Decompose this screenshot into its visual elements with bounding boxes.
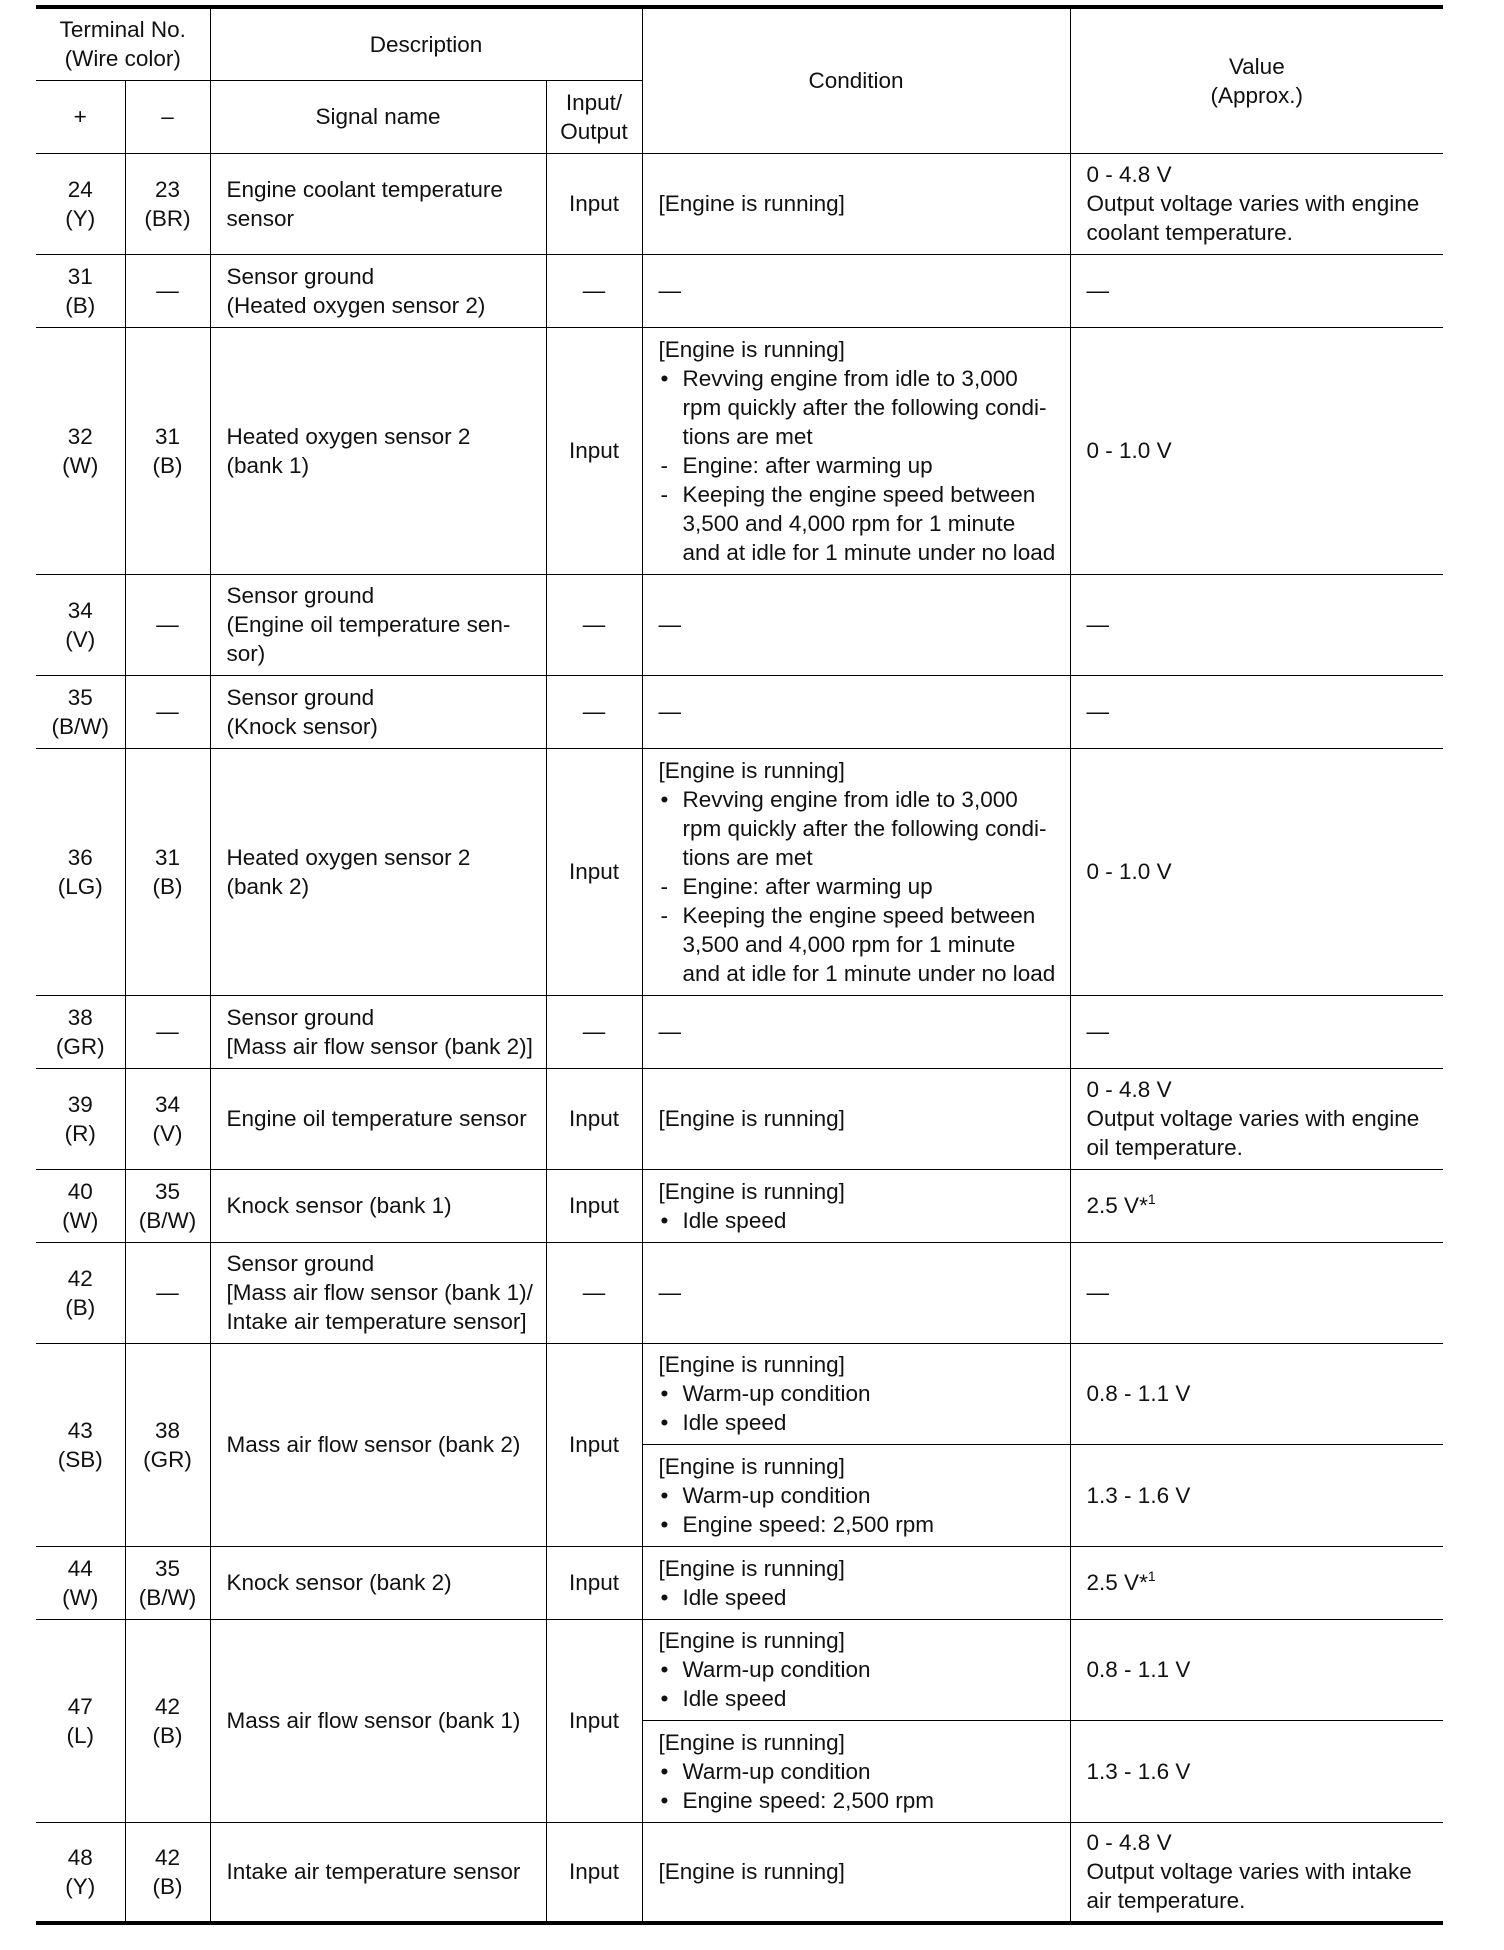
bullet-mark: • [660, 1381, 669, 1406]
bullet-mark: - [660, 452, 669, 478]
condition-item [659, 1655, 1064, 1684]
header-value: Value (Approx.) [1070, 7, 1443, 153]
table-row [36, 1546, 1443, 1619]
condition-item-text: Engine: after warming up [682, 452, 933, 478]
terminal-minus: — [125, 1242, 210, 1343]
terminal-minus: 38 (GR) [125, 1343, 210, 1546]
signal-name: Heated oxygen sensor 2 (bank 1) [210, 327, 546, 574]
value-cell [1070, 1619, 1443, 1720]
value-text: — [1086, 278, 1110, 303]
value-cell [1070, 1720, 1443, 1822]
condition-title: [Engine is running] [658, 1106, 845, 1131]
terminal-minus: 35 (B/W) [125, 1169, 210, 1242]
condition-title: [Engine is running] [658, 1859, 845, 1885]
condition-title: — [658, 612, 682, 637]
signal-name: Knock sensor (bank 2) [210, 1546, 546, 1619]
header-condition: Condition [642, 7, 1070, 153]
table-row [36, 327, 1443, 574]
terminal-minus: 35 (B/W) [125, 1546, 210, 1619]
terminal-minus: 42 (B) [125, 1822, 210, 1923]
condition-cell [642, 1822, 1070, 1923]
header-minus: – [125, 80, 210, 153]
table-row [36, 748, 1443, 995]
input-output: Input [546, 327, 642, 574]
terminal-minus: 23 (BR) [125, 153, 210, 254]
value-cell [1070, 1068, 1443, 1169]
terminal-minus: 42 (B) [125, 1619, 210, 1822]
condition-cell [642, 1444, 1070, 1546]
table-row [36, 1242, 1443, 1343]
condition-title: [Engine is running] [658, 1352, 845, 1377]
condition-item [659, 1408, 1064, 1437]
condition-item-text: Revving engine from idle to 3,000 rpm quickly after the following condi- tions are met [682, 365, 1047, 449]
value-footnote: 1 [1147, 1191, 1156, 1207]
value-text: 0 - 4.8 V Output voltage varies with engine coolant temperature. [1086, 162, 1420, 245]
condition-item [659, 1757, 1064, 1786]
value-text: — [1086, 1280, 1110, 1305]
terminal-plus: 42 (B) [36, 1242, 125, 1343]
bullet-mark: • [660, 1758, 669, 1784]
signal-name: Engine coolant temperature sensor [210, 153, 546, 254]
terminal-plus: 34 (V) [36, 574, 125, 675]
condition-item [659, 901, 1064, 988]
bullet-mark: - [660, 481, 669, 507]
bullet-mark: • [660, 1482, 669, 1508]
condition-cell [642, 748, 1070, 995]
condition-cell [642, 254, 1070, 327]
input-output: — [546, 1242, 642, 1343]
condition-item-text: Warm-up condition [682, 1758, 871, 1784]
terminal-plus: 43 (SB) [36, 1343, 125, 1546]
header-input-output: Input/ Output [546, 80, 642, 153]
condition-title: — [658, 1019, 682, 1044]
signal-name: Intake air temperature sensor [210, 1822, 546, 1923]
condition-title: [Engine is running] [658, 336, 845, 362]
condition-item-text: Warm-up condition [682, 1657, 871, 1682]
value-cell [1070, 254, 1443, 327]
input-output: — [546, 574, 642, 675]
value-text: — [1086, 699, 1110, 724]
bullet-mark: • [660, 786, 669, 812]
signal-name: Sensor ground (Engine oil temperature sen- sor) [210, 574, 546, 675]
condition-item-text: Warm-up condition [682, 1482, 871, 1508]
input-output: Input [546, 153, 642, 254]
condition-item [659, 451, 1064, 480]
terminal-table [36, 5, 1443, 1925]
input-output: Input [546, 1343, 642, 1546]
input-output: Input [546, 748, 642, 995]
condition-cell [642, 1546, 1070, 1619]
condition-item [659, 1583, 1064, 1612]
table-body [36, 153, 1443, 1923]
table-row [36, 675, 1443, 748]
condition-cell [642, 995, 1070, 1068]
terminal-minus: 34 (V) [125, 1068, 210, 1169]
condition-cell [642, 327, 1070, 574]
signal-name: Mass air flow sensor (bank 1) [210, 1619, 546, 1822]
signal-name: Engine oil temperature sensor [210, 1068, 546, 1169]
value-text: 1.3 - 1.6 V [1086, 1758, 1191, 1784]
condition-cell [642, 1343, 1070, 1444]
value-text: 2.5 V* [1086, 1193, 1148, 1218]
value-text: 0.8 - 1.1 V [1086, 1657, 1191, 1682]
header-description: Description [210, 7, 642, 80]
terminal-plus: 31 (B) [36, 254, 125, 327]
condition-item [659, 1684, 1064, 1713]
value-cell [1070, 1169, 1443, 1242]
terminal-minus: 31 (B) [125, 748, 210, 995]
signal-name: Sensor ground [Mass air flow sensor (bank 2)] [210, 995, 546, 1068]
condition-title: [Engine is running] [658, 191, 845, 216]
value-cell [1070, 675, 1443, 748]
bullet-mark: • [660, 1686, 669, 1711]
signal-name: Sensor ground (Knock sensor) [210, 675, 546, 748]
value-cell [1070, 327, 1443, 574]
input-output: Input [546, 1619, 642, 1822]
table-row [36, 574, 1443, 675]
signal-name: Sensor ground [Mass air flow sensor (bank 1)/ Intake air temperature sensor] [210, 1242, 546, 1343]
terminal-minus: — [125, 574, 210, 675]
value-cell [1070, 995, 1443, 1068]
terminal-plus: 24 (Y) [36, 153, 125, 254]
terminal-minus: — [125, 675, 210, 748]
terminal-plus: 32 (W) [36, 327, 125, 574]
condition-cell [642, 1720, 1070, 1822]
condition-item-text: Idle speed [682, 1584, 787, 1610]
condition-cell [642, 574, 1070, 675]
value-text: 2.5 V* [1086, 1570, 1148, 1595]
condition-title: [Engine is running] [658, 1178, 845, 1204]
condition-item [659, 1481, 1064, 1510]
condition-item-text: Engine speed: 2,500 rpm [682, 1511, 934, 1537]
condition-title: [Engine is running] [658, 1555, 845, 1581]
terminal-plus: 40 (W) [36, 1169, 125, 1242]
condition-item [659, 364, 1064, 451]
terminal-minus: — [125, 995, 210, 1068]
bullet-mark: • [660, 1410, 669, 1435]
condition-item [659, 1786, 1064, 1815]
condition-cell [642, 153, 1070, 254]
terminal-minus: — [125, 254, 210, 327]
bullet-mark: - [660, 902, 669, 928]
bullet-mark: - [660, 873, 669, 899]
input-output: — [546, 995, 642, 1068]
terminal-plus: 48 (Y) [36, 1822, 125, 1923]
condition-cell [642, 1068, 1070, 1169]
bullet-mark: • [660, 365, 669, 391]
value-text: 0 - 4.8 V Output voltage varies with intake air temperature. [1086, 1830, 1412, 1914]
header-terminal: Terminal No. (Wire color) [36, 7, 210, 80]
value-text: — [1086, 1019, 1110, 1044]
condition-item [659, 872, 1064, 901]
condition-title: [Engine is running] [658, 1628, 845, 1653]
header-signal-name: Signal name [210, 80, 546, 153]
table-row [36, 1619, 1443, 1720]
table-row [36, 1169, 1443, 1242]
condition-item [659, 785, 1064, 872]
signal-name: Knock sensor (bank 1) [210, 1169, 546, 1242]
value-text: 0 - 1.0 V [1086, 438, 1172, 463]
bullet-mark: • [660, 1657, 669, 1682]
condition-item-text: Idle speed [682, 1410, 787, 1435]
condition-title: — [658, 1280, 682, 1305]
condition-title: — [658, 699, 682, 724]
value-text: 0.8 - 1.1 V [1086, 1381, 1191, 1406]
signal-name: Mass air flow sensor (bank 2) [210, 1343, 546, 1546]
value-cell [1070, 1822, 1443, 1923]
table-row [36, 254, 1443, 327]
input-output: — [546, 675, 642, 748]
terminal-plus: 39 (R) [36, 1068, 125, 1169]
bullet-mark: • [660, 1511, 669, 1537]
condition-item-text: Idle speed [682, 1207, 787, 1233]
bullet-mark: • [660, 1787, 669, 1813]
condition-cell [642, 1169, 1070, 1242]
table-row [36, 1822, 1443, 1923]
input-output: Input [546, 1169, 642, 1242]
value-text: 0 - 1.0 V [1086, 859, 1172, 884]
condition-item-text: Engine: after warming up [682, 873, 933, 899]
signal-name: Heated oxygen sensor 2 (bank 2) [210, 748, 546, 995]
condition-item [659, 1379, 1064, 1408]
value-cell [1070, 1242, 1443, 1343]
condition-item-text: Keeping the engine speed between 3,500 and 4,000 rpm for 1 minute and at idle for 1 minute under no load [682, 481, 1056, 565]
condition-title: [Engine is running] [658, 1729, 845, 1755]
table-row [36, 1343, 1443, 1444]
value-text: 1.3 - 1.6 V [1086, 1482, 1191, 1508]
table-row [36, 995, 1443, 1068]
input-output: Input [546, 1546, 642, 1619]
value-cell [1070, 153, 1443, 254]
condition-title: — [658, 278, 682, 303]
value-footnote: 1 [1147, 1568, 1156, 1584]
input-output: Input [546, 1822, 642, 1923]
terminal-plus: 38 (GR) [36, 995, 125, 1068]
terminal-minus: 31 (B) [125, 327, 210, 574]
value-text: 0 - 4.8 V Output voltage varies with engine oil temperature. [1086, 1077, 1420, 1160]
condition-item-text: Keeping the engine speed between 3,500 and 4,000 rpm for 1 minute and at idle for 1 minute under no load [682, 902, 1056, 986]
table-row [36, 1068, 1443, 1169]
value-text: — [1086, 612, 1110, 637]
bullet-mark: • [660, 1584, 669, 1610]
value-cell [1070, 1343, 1443, 1444]
condition-item-text: Idle speed [682, 1686, 787, 1711]
condition-item [659, 1510, 1064, 1539]
condition-title: [Engine is running] [658, 757, 845, 783]
value-cell [1070, 1444, 1443, 1546]
condition-item-text: Engine speed: 2,500 rpm [682, 1787, 934, 1813]
bullet-mark: • [660, 1207, 669, 1233]
condition-item-text: Warm-up condition [682, 1381, 871, 1406]
value-cell [1070, 1546, 1443, 1619]
condition-cell [642, 1242, 1070, 1343]
condition-item-text: Revving engine from idle to 3,000 rpm quickly after the following condi- tions are met [682, 786, 1047, 870]
condition-cell [642, 675, 1070, 748]
condition-item [659, 1206, 1064, 1235]
value-cell [1070, 748, 1443, 995]
input-output: — [546, 254, 642, 327]
terminal-plus: 36 (LG) [36, 748, 125, 995]
signal-name: Sensor ground (Heated oxygen sensor 2) [210, 254, 546, 327]
condition-title: [Engine is running] [658, 1453, 845, 1479]
condition-cell [642, 1619, 1070, 1720]
condition-item [659, 480, 1064, 567]
terminal-plus: 44 (W) [36, 1546, 125, 1619]
table-header [36, 7, 1443, 153]
header-plus: + [36, 80, 125, 153]
terminal-plus: 47 (L) [36, 1619, 125, 1822]
value-cell [1070, 574, 1443, 675]
input-output: Input [546, 1068, 642, 1169]
table-row [36, 153, 1443, 254]
terminal-plus: 35 (B/W) [36, 675, 125, 748]
